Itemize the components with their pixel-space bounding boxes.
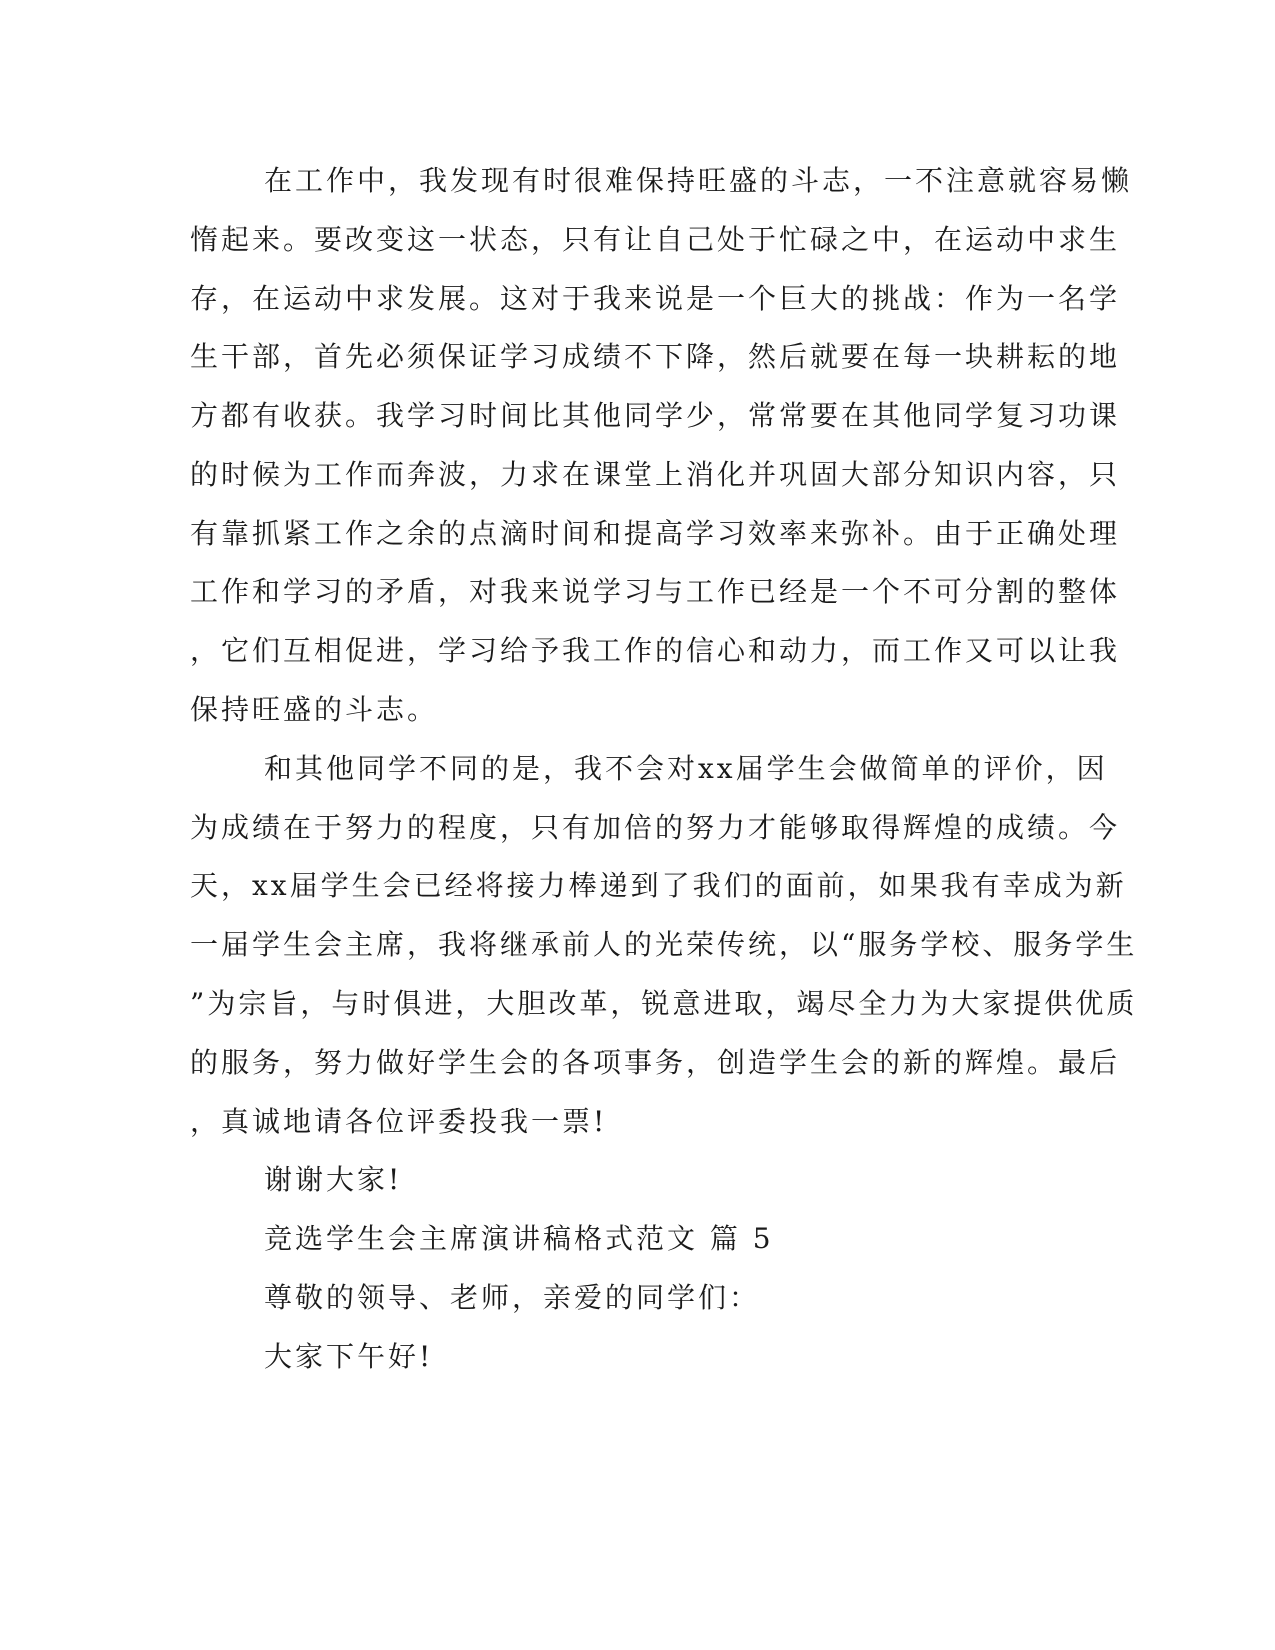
paragraph-line: ，真诚地请各位评委投我一票! [190, 1105, 608, 1138]
closing-thanks: 谢谢大家! [264, 1163, 403, 1196]
paragraph-line: 的服务，努力做好学生会的各项事务，创造学生会的新的辉煌。最后 [190, 1046, 1121, 1079]
paragraph-line: 存，在运动中求发展。这对于我来说是一个巨大的挑战：作为一名学 [190, 282, 1121, 315]
paragraph-line: 生干部，首先必须保证学习成绩不下降，然后就要在每一块耕耘的地 [190, 340, 1121, 373]
paragraph-line: 有靠抓紧工作之余的点滴时间和提高学习效率来弥补。由于正确处理 [190, 517, 1121, 550]
paragraph-line: ，它们互相促进，学习给予我工作的信心和动力，而工作又可以让我 [190, 634, 1121, 667]
section-heading: 竞选学生会主席演讲稿格式范文 篇 5 [264, 1222, 774, 1255]
paragraph-line: 为成绩在于努力的程度，只有加倍的努力才能够取得辉煌的成绩。今 [190, 811, 1121, 844]
paragraph-line: 和其他同学不同的是，我不会对xx届学生会做简单的评价，因 [264, 752, 1108, 785]
paragraph-line: 的时候为工作而奔波，力求在课堂上消化并巩固大部分知识内容，只 [190, 458, 1121, 491]
paragraph-line: 工作和学习的矛盾，对我来说学习与工作已经是一个不可分割的整体 [190, 575, 1121, 608]
paragraph-line: ”为宗旨，与时俱进，大胆改革，锐意进取，竭尽全力为大家提供优质 [190, 987, 1138, 1020]
greeting: 大家下午好! [264, 1340, 434, 1373]
paragraph-line: 惰起来。要改变这一状态，只有让自己处于忙碌之中，在运动中求生 [190, 223, 1121, 256]
paragraph-line: 一届学生会主席，我将继承前人的光荣传统，以“服务学校、服务学生 [190, 928, 1138, 961]
paragraph-line: 天，xx届学生会已经将接力棒递到了我们的面前，如果我有幸成为新 [190, 869, 1127, 902]
salutation: 尊敬的领导、老师，亲爱的同学们： [264, 1281, 761, 1314]
paragraph-line: 在工作中，我发现有时很难保持旺盛的斗志，一不注意就容易懒 [264, 164, 1133, 197]
paragraph-line: 方都有收获。我学习时间比其他同学少，常常要在其他同学复习功课 [190, 399, 1121, 432]
paragraph-line: 保持旺盛的斗志。 [190, 693, 439, 726]
